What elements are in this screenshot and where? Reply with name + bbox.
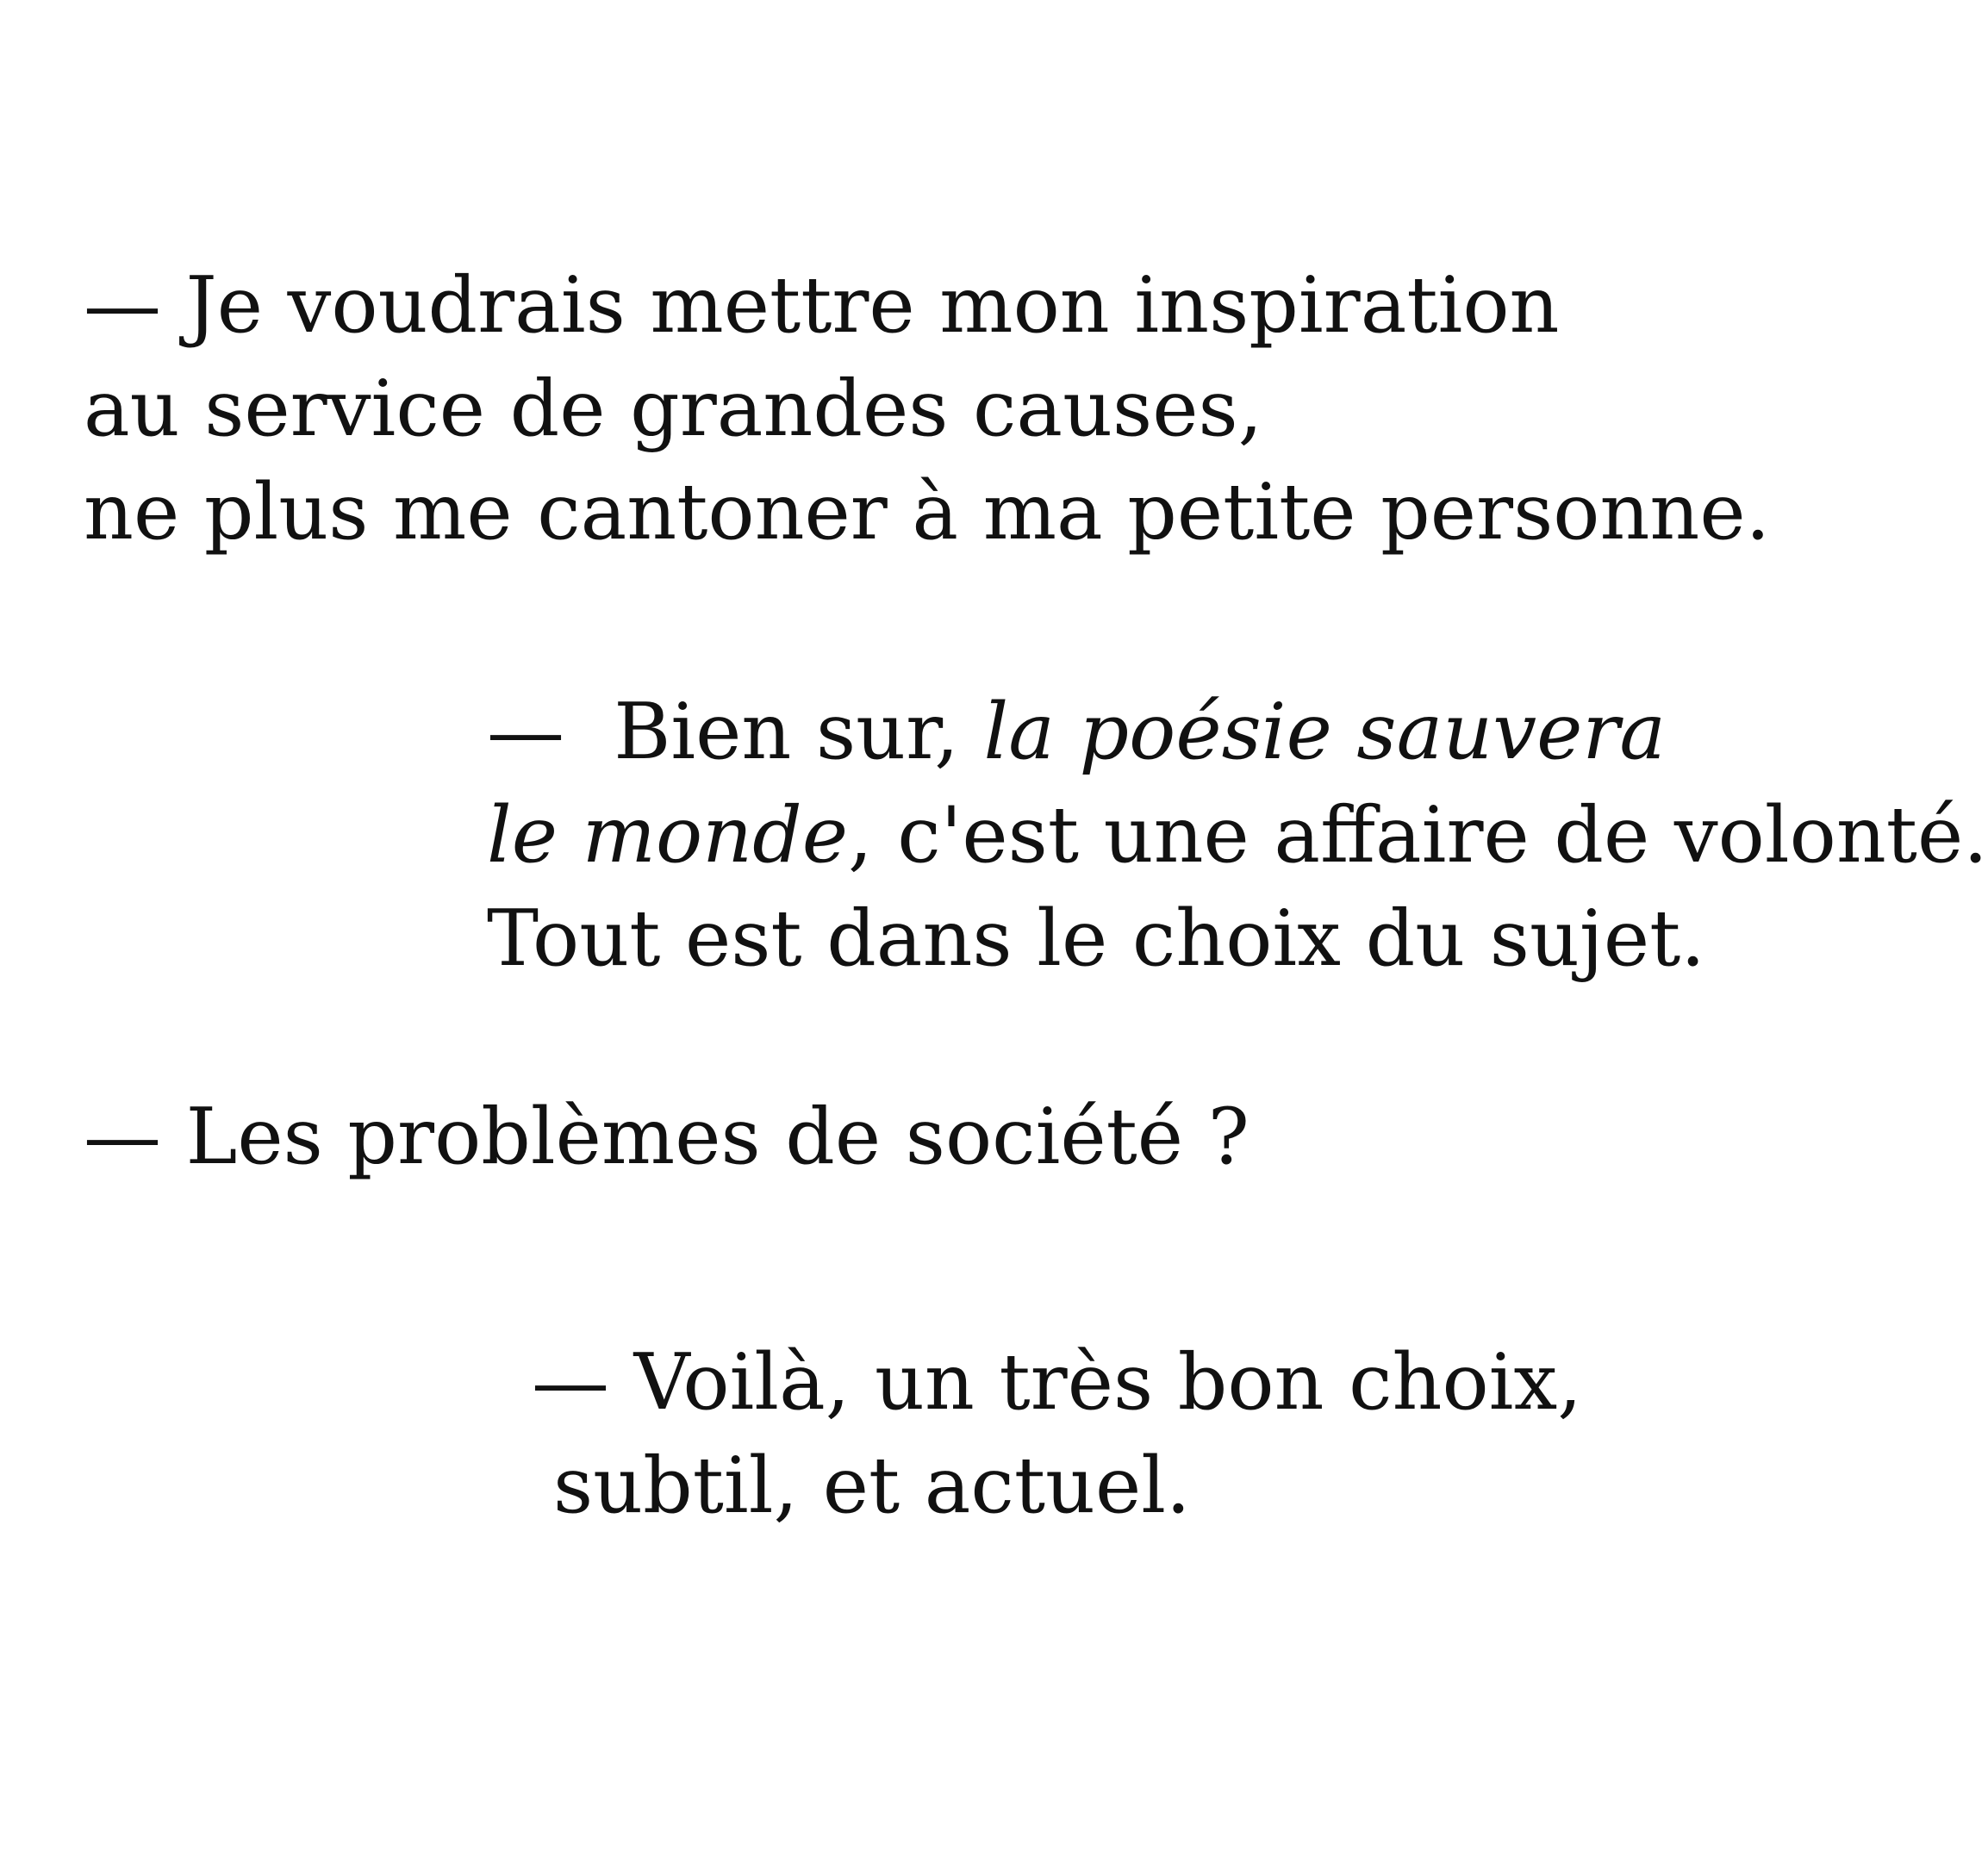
block1-line3: ne plus me cantoner à ma petite personne. [84, 467, 1771, 557]
block2-line3: Tout est dans le choix du sujet. [487, 893, 1705, 984]
block2-line2-suffix: , c'est une affaire de volonté. [848, 790, 1988, 881]
block2-line1-prefix: — Bien sur, [487, 687, 984, 777]
block2-line2 [487, 790, 1988, 881]
block1-line1: — Je voudrais mettre mon inspiration [84, 260, 1560, 351]
block4-line1: — Voilà, un très bon choix, [532, 1337, 1582, 1428]
block2-line2-italic: le monde [487, 790, 849, 881]
block1-line2: au service de grandes causes, [84, 364, 1263, 454]
block2-line1-italic: la poésie sauvera [983, 687, 1667, 777]
block2-line1 [487, 687, 1667, 777]
block3-line1: — Les problèmes de société ? [84, 1092, 1250, 1182]
block4-line2: subtil, et actuel. [553, 1441, 1191, 1531]
